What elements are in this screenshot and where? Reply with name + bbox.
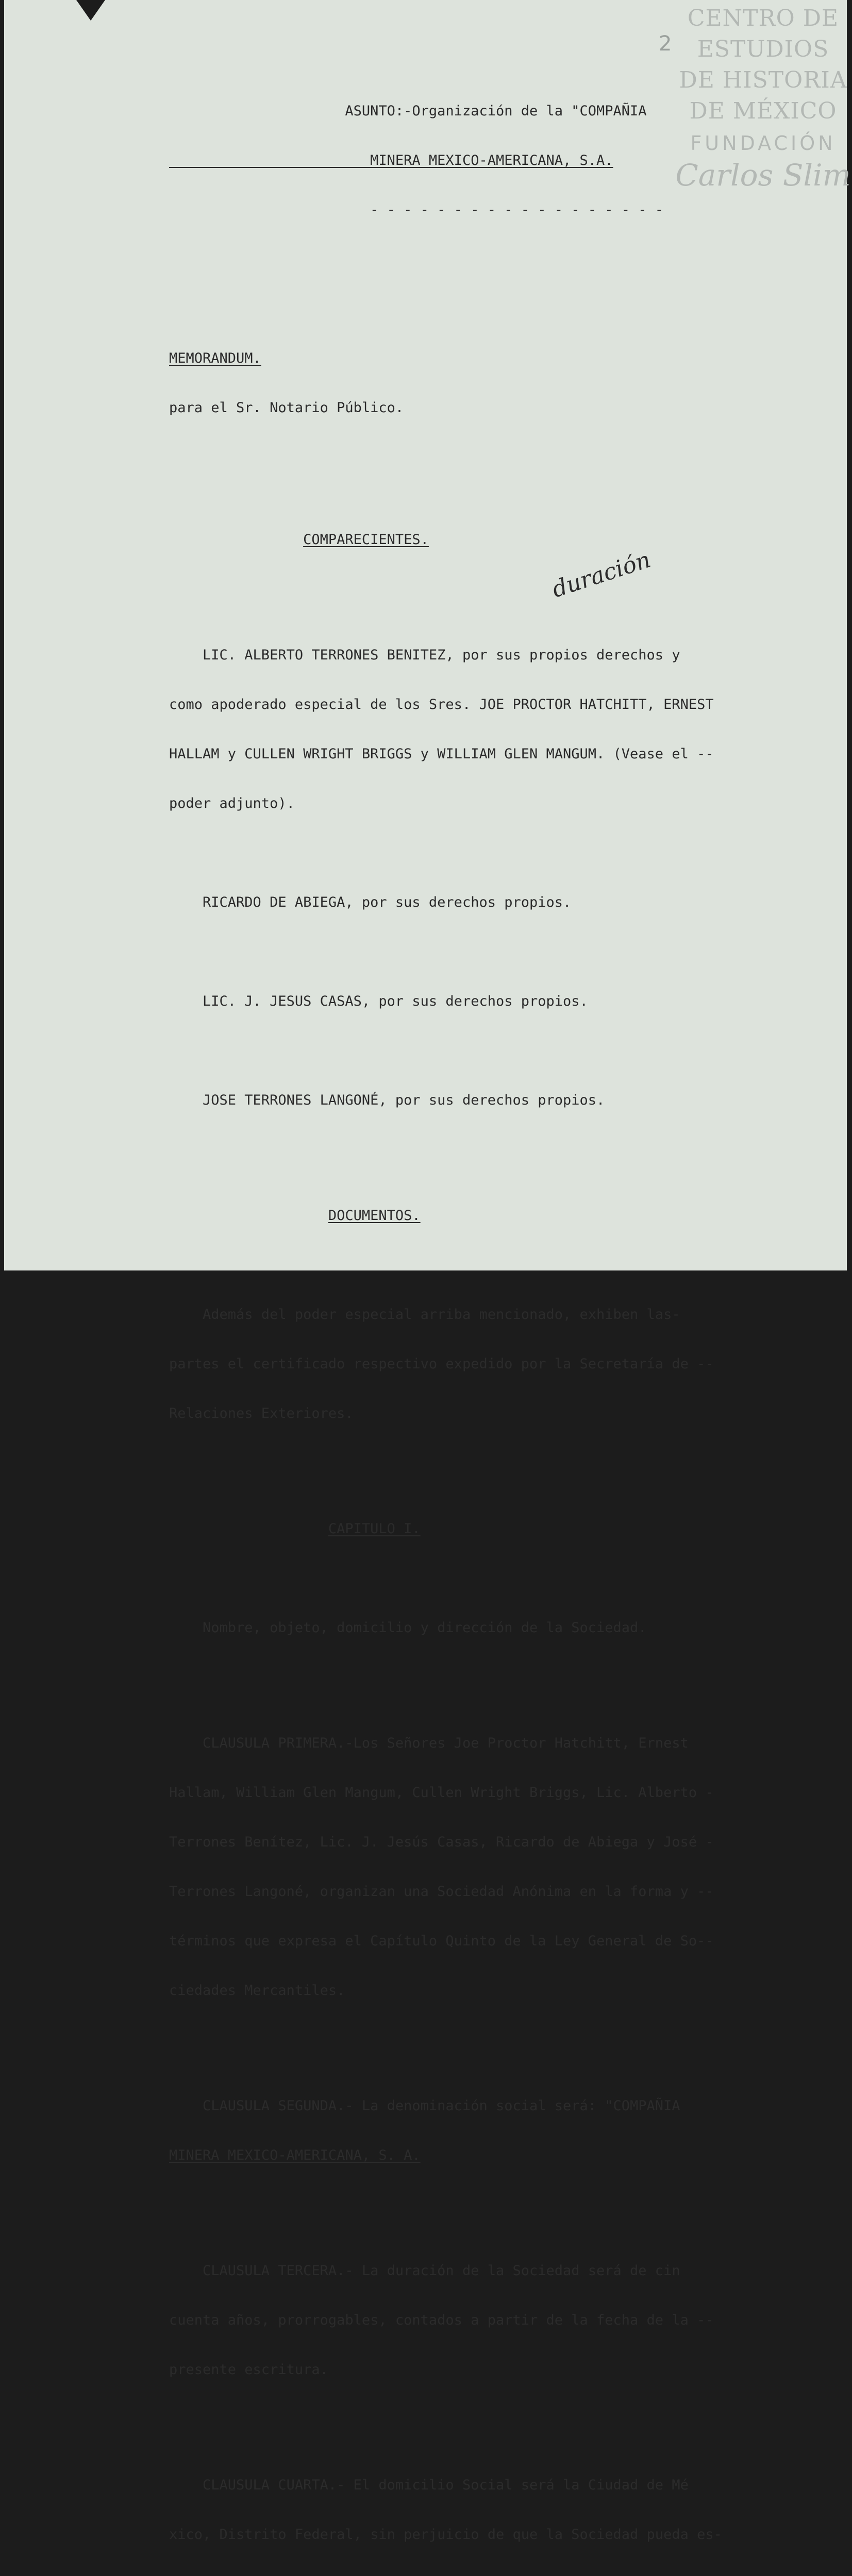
section-heading: DOCUMENTOS. — [328, 1208, 421, 1224]
paragraph-line: xico, Distrito Federal, sin perjuicio de que la Sociedad pueda es- — [169, 2527, 722, 2543]
paragraph-line: Hallam, William Glen Mangum, Cullen Wright Briggs, Lic. Alberto - — [169, 1785, 714, 1801]
paragraph-line: Nombre, objeto, domicilio y dirección de la Sociedad. — [169, 1620, 647, 1636]
paragraph-line: Relaciones Exteriores. — [169, 1405, 354, 1421]
paragraph-line: Terrones Langoné, organizan una Sociedad Anónima en la forma y -- — [169, 1884, 714, 1900]
paragraph-line: CLAUSULA CUARTA.- El domicilio Social será la Ciudad de Mé — [169, 2477, 689, 2493]
paragraph-line: ciedades Mercantiles. — [169, 1982, 345, 1998]
paragraph-line: RICARDO DE ABIEGA, por sus derechos propios. — [169, 894, 572, 910]
paragraph-line: poder adjunto). — [169, 795, 295, 811]
paragraph-line: como apoderado especial de los Sres. JOE PROCTOR HATCHITT, ERNEST — [169, 697, 714, 713]
watermark-signature: Carlos Slim — [675, 158, 851, 193]
paragraph-line: términos que expresa el Capítulo Quinto de la Ley General de So-- — [169, 1933, 714, 1949]
paragraph-line: Además del poder especial arriba mencionado, exhiben las- — [169, 1307, 680, 1323]
asunto-line: ASUNTO:-Organización de la "COMPAÑIA — [169, 103, 647, 119]
torn-corner — [76, 0, 105, 21]
asunto-dashes: - - - - - - - - - - - - - - - - - - — [169, 202, 664, 218]
section-heading: COMPARECIENTES. — [303, 532, 429, 548]
paragraph-line: partes el certificado respectivo expedido por la Secretaría de -- — [169, 1356, 714, 1372]
paragraph-line: HALLAM y CULLEN WRIGHT BRIGGS y WILLIAM GLEN MANGUM. (Vease el -- — [169, 746, 714, 762]
paragraph-line: presente escritura. — [169, 2362, 328, 2378]
paragraph-line: CLAUSULA PRIMERA.-Los Señores Joe Proctor Hatchitt, Ernest — [169, 1735, 689, 1751]
paragraph-line: MINERA MEXICO-AMERICANA, S. A. — [169, 2147, 421, 2163]
paragraph-line: cuenta años, prorrogables, contados a partir de la fecha de la -- — [169, 2312, 714, 2328]
document-page — [4, 0, 851, 2543]
paragraph-line: CLAUSULA TERCERA.- La duración de la Sociedad será de cin — [169, 2263, 680, 2279]
paragraph-line: JOSE TERRONES LANGONÉ, por sus derechos propios. — [169, 1092, 605, 1108]
watermark-line: DE MÉXICO — [689, 98, 837, 124]
handwritten-correction: duración — [548, 546, 654, 603]
watermark-line: DE HISTORIA — [679, 67, 847, 93]
watermark-line: CENTRO DE — [687, 5, 839, 31]
watermark-line: ESTUDIOS — [697, 36, 829, 62]
watermark-fundacion: FUNDACIÓN — [690, 132, 836, 155]
paragraph-line: CLAUSULA SEGUNDA.- La denominación social será: "COMPAÑIA — [169, 2098, 680, 2114]
paragraph-line: LIC. ALBERTO TERRONES BENITEZ, por sus propios derechos y — [169, 647, 680, 663]
memo-recipient: para el Sr. Notario Público. — [169, 400, 404, 416]
section-heading: CAPITULO I. — [328, 1521, 421, 1537]
memo-title: MEMORANDUM. — [169, 350, 261, 366]
asunto-line: MINERA MEXICO-AMERICANA, S.A. — [169, 152, 613, 168]
memo-body — [169, 70, 818, 2576]
paragraph-line: Terrones Benítez, Lic. J. Jesús Casas, Ricardo de Abiega y José - — [169, 1834, 714, 1850]
paragraph-line: LIC. J. JESUS CASAS, por sus derechos propios. — [169, 993, 588, 1009]
page-number: 2 — [659, 32, 672, 56]
